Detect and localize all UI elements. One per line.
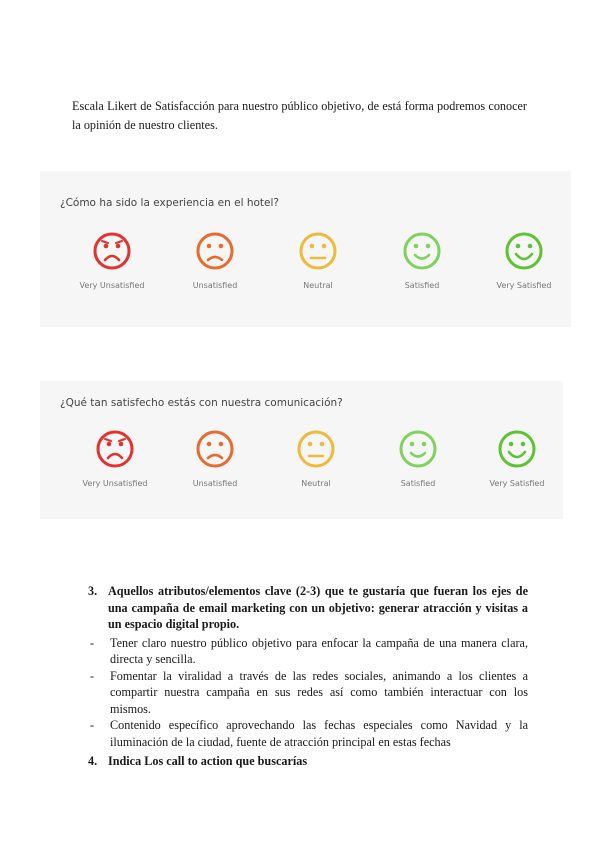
likert-question: ¿Cómo ha sido la experiencia en el hotel?	[60, 197, 279, 209]
intro-paragraph: Escala Likert de Satisfacción para nuestro público objetivo, de está forma podremos conocer la opinión de nuestro clientes.	[72, 99, 527, 132]
rating-label: Satisfied	[404, 281, 440, 290]
bullet-list	[90, 635, 528, 751]
section-4	[90, 753, 528, 770]
rating-label: Very Unsatisfied	[82, 479, 148, 488]
rating-label: Neutral	[303, 281, 333, 290]
rating-face-very-sad-icon[interactable]	[95, 429, 135, 469]
section-3	[90, 583, 528, 750]
list-item	[90, 668, 528, 718]
bullet-marker: -	[90, 668, 95, 683]
rating-face-very-happy-icon[interactable]	[497, 429, 537, 469]
rating-label: Very Unsatisfied	[79, 281, 145, 290]
section-number: 3.	[88, 584, 98, 598]
section-number: 4.	[88, 754, 98, 768]
rating-face-very-happy-icon[interactable]	[504, 231, 544, 271]
rating-label: Neutral	[301, 479, 331, 488]
list-item-text: Tener claro nuestro público objetivo para enfocar la campaña de una manera clara, directa y sencilla.	[110, 635, 528, 666]
likert-question: ¿Qué tan satisfecho estás con nuestra comunicación?	[60, 397, 343, 409]
list-item	[90, 635, 528, 668]
rating-face-neutral-icon[interactable]	[298, 231, 338, 271]
rating-label: Very Satisfied	[489, 479, 545, 488]
list-item	[90, 717, 528, 750]
rating-face-sad-icon[interactable]	[195, 231, 235, 271]
rating-label: Satisfied	[400, 479, 436, 488]
rating-face-very-sad-icon[interactable]	[92, 231, 132, 271]
bullet-marker: -	[90, 718, 95, 732]
likert-card-hotel-experience	[40, 171, 571, 327]
section-heading: Aquellos atributos/elementos clave (2-3) que te gustaría que fueran los ejes de una campaña de email marketing con un objetivo: generar atracción y visitas a un espacio digital propio.	[108, 584, 528, 631]
list-item-text: Contenido específico aprovechando las fechas especiales como Navidad y la iluminación de la ciudad, fuente de atracción principal en estas fechas	[110, 718, 528, 749]
rating-face-happy-icon[interactable]	[398, 429, 438, 469]
rating-face-sad-icon[interactable]	[195, 429, 235, 469]
section-heading: Indica Los call to action que buscarías	[108, 754, 308, 768]
rating-label: Unsatisfied	[192, 281, 238, 290]
likert-card-communication	[40, 381, 563, 519]
rating-label: Unsatisfied	[192, 479, 238, 488]
rating-face-happy-icon[interactable]	[402, 231, 442, 271]
bullet-marker: -	[90, 635, 95, 650]
list-item-text: Fomentar la viralidad a través de las redes sociales, animando a los clientes a compartir nuestra campaña en sus redes así como también interactuar con los mismos.	[110, 668, 528, 716]
rating-label: Very Satisfied	[496, 281, 552, 290]
rating-face-neutral-icon[interactable]	[296, 429, 336, 469]
